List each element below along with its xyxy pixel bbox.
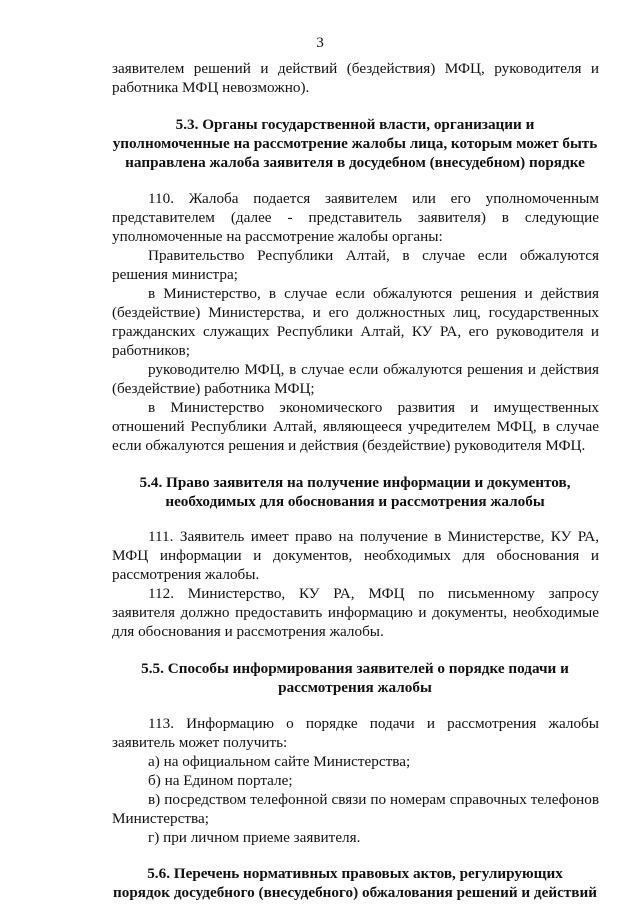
paragraph-110: 110. Жалоба подается заявителем или его уполномоченным (148, 190, 599, 207)
list-item-government: Правительство Республики Алтай, в случае если обжалуются (148, 247, 599, 264)
paragraph-113: заявитель может получить: (112, 734, 288, 751)
section-heading-5-3: 5.3. Органы государственной власти, организации и (175, 116, 535, 133)
list-item-economy-ministry: отношений Республики Алтай, являющееся учредителем МФЦ, в случае (112, 418, 599, 435)
paragraph-110: представителем (далее - представитель заявителя) в следующие (112, 209, 599, 226)
list-item-mfc-head: (бездействие) работника МФЦ; (112, 380, 315, 397)
paragraph-111: рассмотрения жалобы. (112, 566, 260, 583)
list-item-g: г) при личном приеме заявителя. (148, 829, 361, 846)
section-heading-5-3: уполномоченные на рассмотрение жалобы лица, которым может быть (112, 135, 598, 152)
list-item-v: в) посредством телефонной связи по номерам справочных телефонов (148, 791, 599, 808)
text-line: работника МФЦ невозможно). (112, 79, 310, 96)
page-number: 3 (316, 34, 324, 51)
list-item-ministry: (бездействие) Министерства, и его должностных лиц, государственных (112, 304, 599, 321)
section-heading-5-4: необходимых для обоснования и рассмотрения жалобы (165, 493, 545, 510)
section-heading-5-4: 5.4. Право заявителя на получение информации и документов, (139, 474, 571, 491)
list-item-ministry: в Министерство, в случае если обжалуются решения и действия (148, 285, 599, 302)
paragraph-110: уполномоченные на рассмотрение жалобы органы: (112, 228, 443, 245)
section-heading-5-6: порядок досудебного (внесудебного) обжалования решений и действий (112, 884, 598, 901)
paragraph-112: для обоснования и рассмотрения жалобы. (112, 623, 384, 640)
section-heading-5-5: 5.5. Способы информирования заявителей о порядке подачи и (141, 660, 569, 677)
list-item-government: решения министра; (112, 266, 238, 283)
list-item-ministry: работников; (112, 342, 190, 359)
paragraph-111: 111. Заявитель имеет право на получение в Министерстве, КУ РА, (148, 528, 599, 545)
list-item-b: б) на Едином портале; (148, 772, 293, 789)
list-item-mfc-head: руководителю МФЦ, в случае если обжалуются решения и действия (148, 361, 599, 378)
list-item-economy-ministry: в Министерство экономического развития и имущественных (148, 399, 599, 416)
list-item-economy-ministry: если обжалуются решения и действия (бездействие) руководителя МФЦ. (112, 437, 586, 454)
section-heading-5-3: направлена жалоба заявителя в досудебном (внесудебном) порядке (125, 154, 585, 171)
paragraph-111: МФЦ информации и документов, необходимых для обоснования и (112, 547, 599, 564)
paragraph-112: заявителя должно предоставить информацию и документы, необходимые (112, 604, 599, 621)
text-line: заявителем решений и действий (бездействия) МФЦ, руководителя и (112, 60, 599, 77)
list-item-a: а) на официальном сайте Министерства; (148, 753, 411, 770)
section-heading-5-5: рассмотрения жалобы (278, 679, 432, 696)
paragraph-113: 113. Информацию о порядке подачи и рассмотрения жалобы (148, 715, 599, 732)
list-item-ministry: гражданских служащих Республики Алтай, КУ РА, его руководителя и (112, 323, 599, 340)
section-heading-5-6: 5.6. Перечень нормативных правовых актов, регулирующих (147, 865, 563, 882)
list-item-v: Министерства; (112, 810, 209, 827)
paragraph-112: 112. Министерство, КУ РА, МФЦ по письменному запросу (148, 585, 599, 602)
